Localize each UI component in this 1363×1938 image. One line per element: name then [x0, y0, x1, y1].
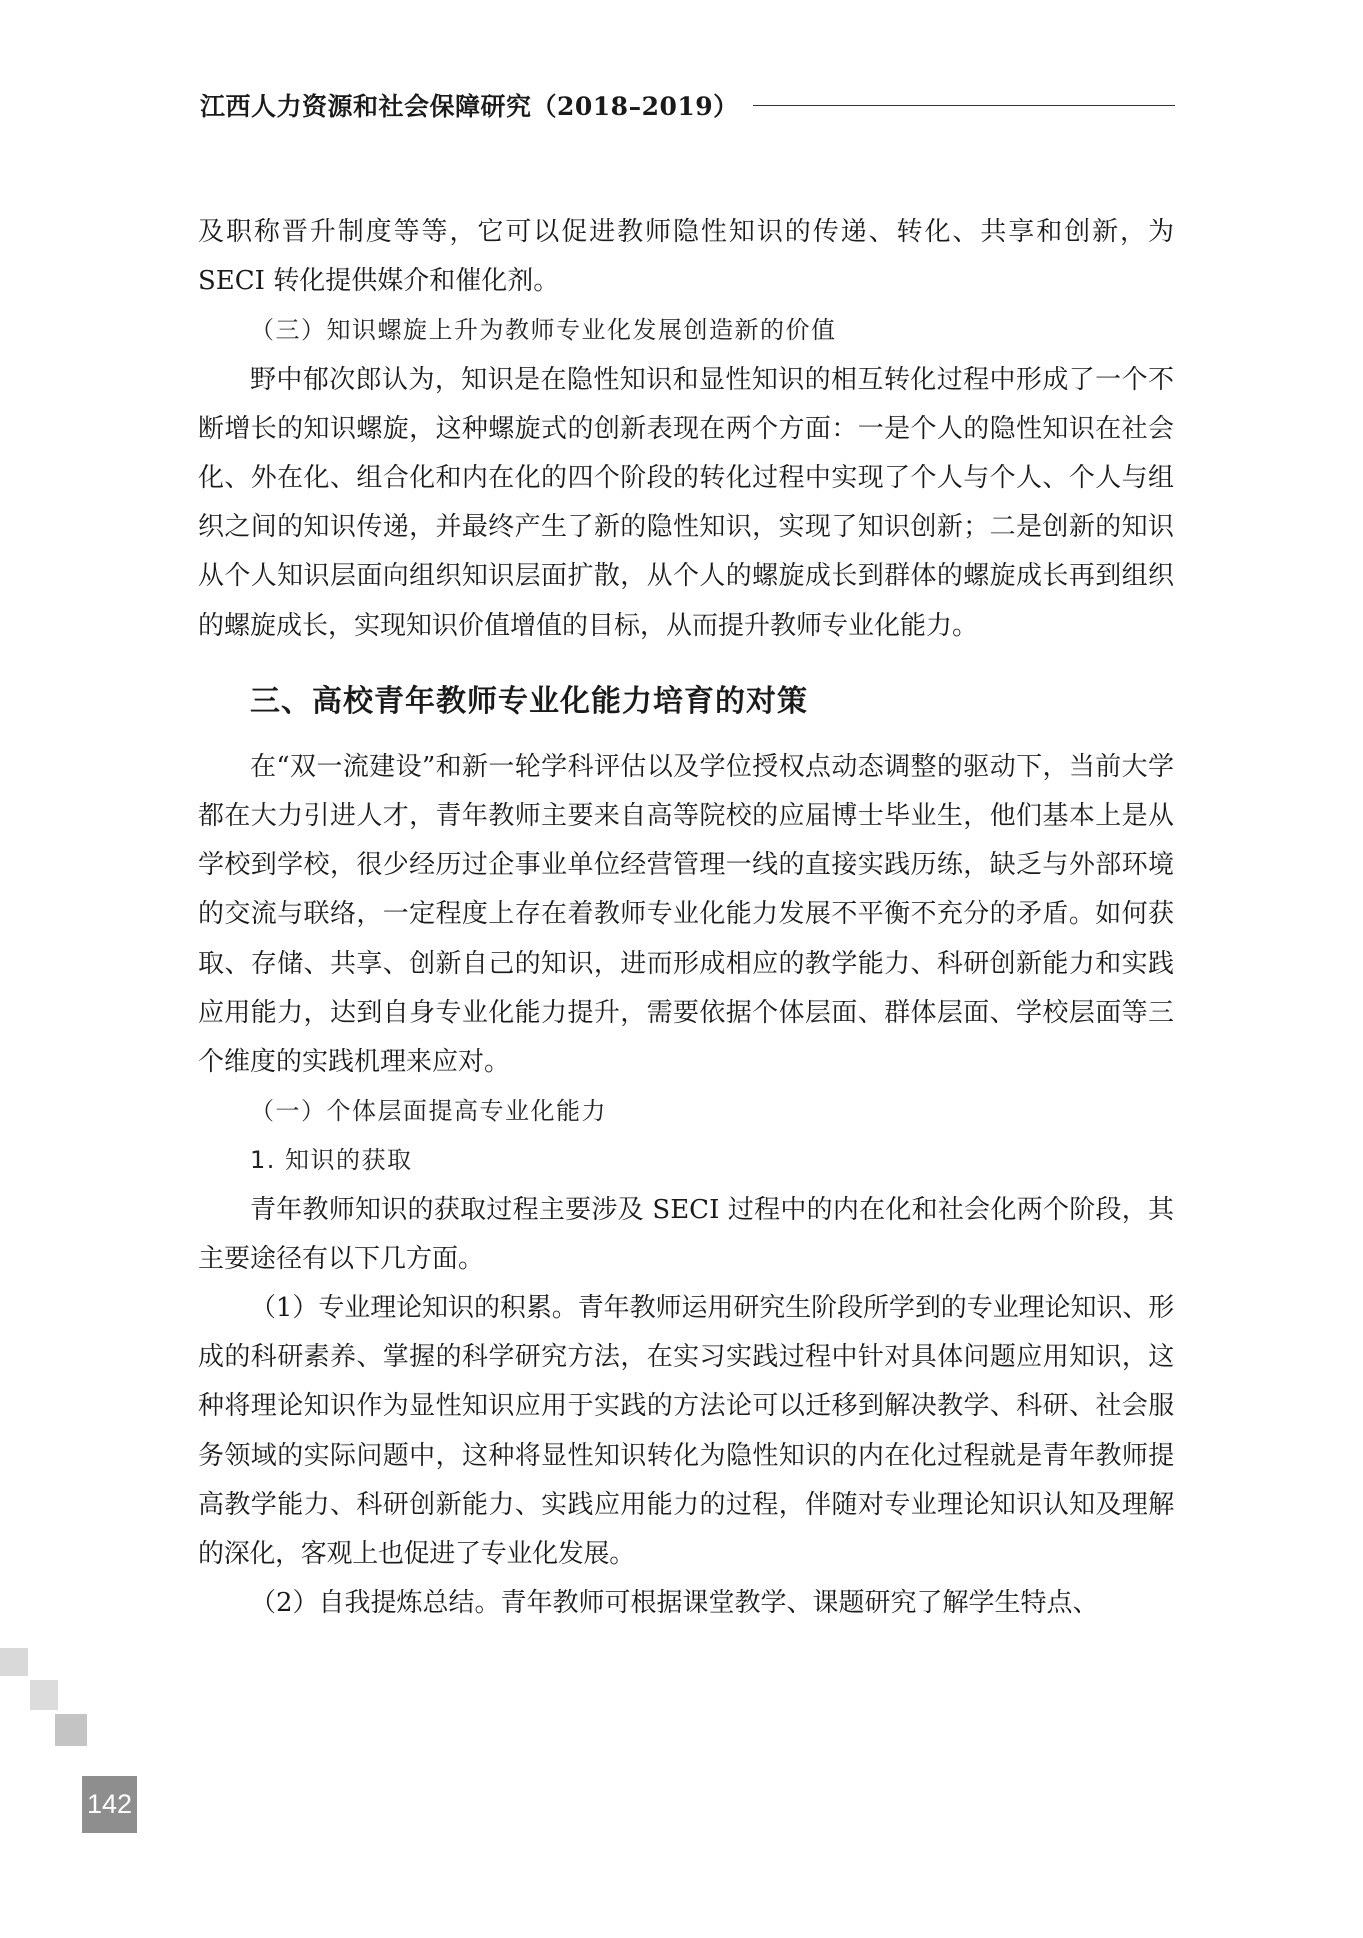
- subheading-3: （三）知识螺旋上升为教师专业化发展创造新的价值: [250, 316, 837, 345]
- decorative-square: [55, 1714, 87, 1746]
- page-number: 142: [86, 1789, 133, 1819]
- paragraph-2: 野中郁次郎认为，知识是在隐性知识和显性知识的相互转化过程中形成了一个不断增长的知识螺旋，这种螺旋式的创新表现在两个方面：一是个人的隐性知识在社会化、外在化、组合化和内在化的四个阶段的转化过程中实现了个人与个人、个人与组织之间的知识传递，并最终产生了新的隐性知识，实现了知识创新；二是创新的知识从个人知识层面向组织知识层面扩散，从个人的螺旋成长到群体的螺旋成长再到组织的螺旋成长，实现知识价值增值的目标，从而提升教师专业化能力。: [198, 364, 1174, 641]
- paragraph-6: （2）自我提炼总结。青年教师可根据课堂教学、课题研究了解学生特点、: [250, 1588, 1099, 1619]
- section-heading-3: 三、高校青年教师专业化能力培育的对策: [250, 683, 808, 719]
- paragraph-4: 青年教师知识的获取过程主要涉及 SECI 过程中的内在化和社会化两个阶段，其主要途径有以下几方面。: [198, 1194, 1174, 1274]
- item-heading-1: 1. 知识的获取: [250, 1146, 413, 1175]
- header-rule: [753, 105, 1175, 106]
- body-text: [198, 208, 1174, 1628]
- paragraph-3: 在“双一流建设”和新一轮学科评估以及学位授权点动态调整的驱动下，当前大学都在大力引进人才，青年教师主要来自高等院校的应届博士毕业生，他们基本上是从学校到学校，很少经历过企事业单位经营管理一线的直接实践历练，缺乏与外部环境的交流与联络，一定程度上存在着教师专业化能力发展不平衡不充分的矛盾。如何获取、存储、共享、创新自己的知识，进而形成相应的教学能力、科研创新能力和实践应用能力，达到自身专业化能力提升，需要依据个体层面、群体层面、学校层面等三个维度的实践机理来应对。: [198, 751, 1174, 1078]
- decorative-square: [0, 1648, 28, 1676]
- page-number-box: [82, 1776, 137, 1833]
- running-header-title: 江西人力资源和社会保障研究（2018–2019）: [200, 92, 739, 121]
- paragraph-5: （1）专业理论知识的积累。青年教师运用研究生阶段所学到的专业理论知识、形成的科研素养、掌握的科学研究方法，在实习实践过程中针对具体问题应用知识，这种将理论知识作为显性知识应用于实践的方法论可以迁移到解决教学、科研、社会服务领域的实际问题中，这种将显性知识转化为隐性知识的内在化过程就是青年教师提高教学能力、科研创新能力、实践应用能力的过程，伴随对专业理论知识认知及理解的深化，客观上也促进了专业化发展。: [198, 1293, 1174, 1570]
- subheading-1: （一）个体层面提高专业化能力: [250, 1097, 607, 1126]
- paragraph-1: 及职称晋升制度等等，它可以促进教师隐性知识的传递、转化、共享和创新，为 SECI 转化提供媒介和催化剂。: [198, 217, 1174, 297]
- running-header: [200, 90, 1175, 120]
- decorative-square: [30, 1680, 58, 1710]
